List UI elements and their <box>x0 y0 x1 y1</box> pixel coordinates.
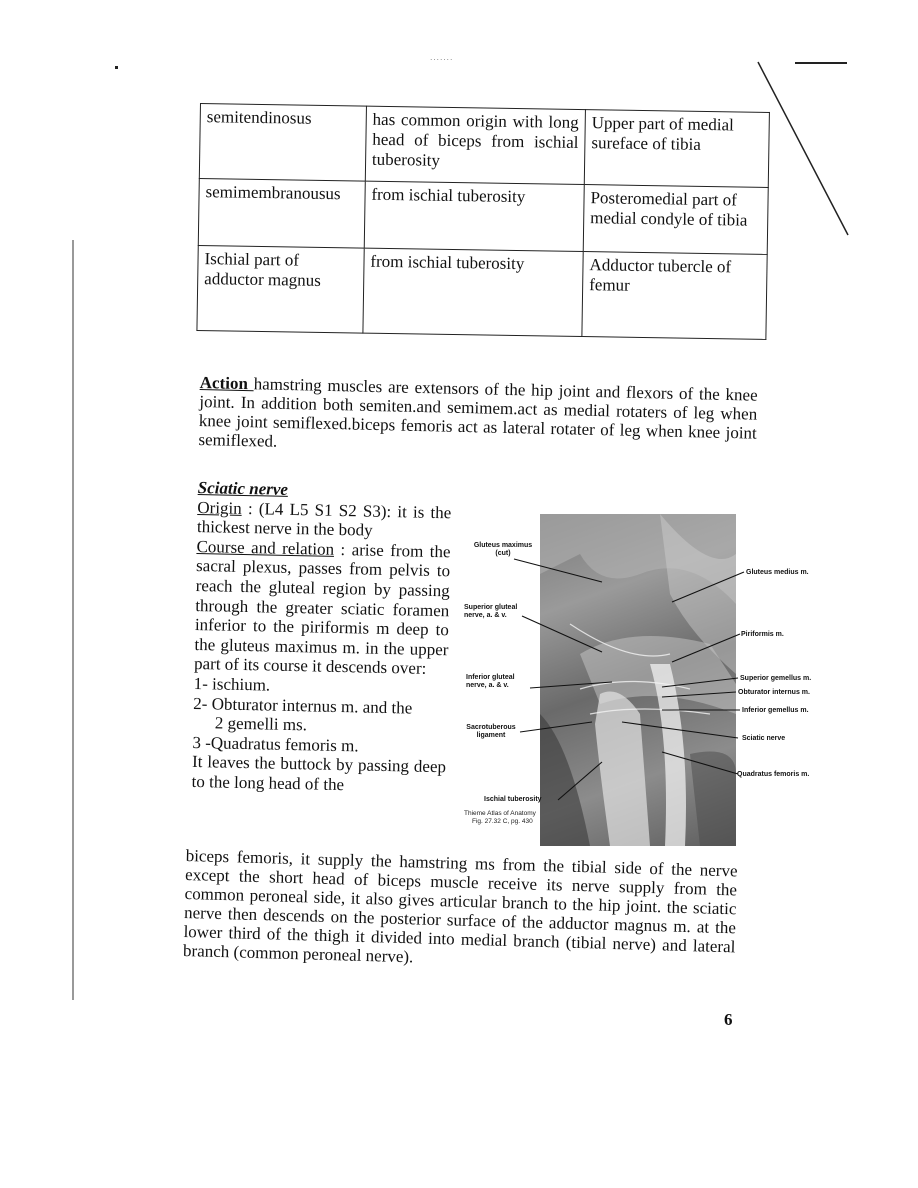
sciatic-section <box>191 478 452 797</box>
figure-credit <box>464 810 536 826</box>
course-label: Course and relation <box>196 536 335 559</box>
table-row <box>197 245 767 339</box>
table-row <box>198 178 768 254</box>
label-piriformis: Piriformis m. <box>741 631 784 638</box>
credit-line-1: Thieme Atlas of Anatomy <box>464 810 536 817</box>
label-sacrotuberous: Sacrotuberous ligament <box>466 724 516 739</box>
label-superior-gemellus: Superior gemellus m. <box>740 675 812 682</box>
origin-cell: from ischial tuberosity <box>363 248 583 336</box>
scan-smudge: ······· <box>430 56 454 64</box>
sciatic-heading: Sciatic nerve <box>197 478 289 499</box>
insertion-cell: Adductor tubercle of femur <box>582 252 767 340</box>
label-gluteus-medius: Gluteus medius m. <box>746 569 809 576</box>
muscle-cell: semimembranousus <box>198 178 365 248</box>
list-item: 3 -Quadratus femoris m. <box>192 732 359 756</box>
origin-label: Origin <box>197 497 242 518</box>
list-item: 1- ischium. <box>193 673 271 695</box>
origin-cell: from ischial tuberosity <box>364 181 584 251</box>
origin-text: : (L4 L5 S1 S2 S3): it is the thickest nerve in the body <box>196 498 452 540</box>
leaves-text: It leaves the buttock by passing deep to the long head of the <box>191 752 447 795</box>
origin-cell: has common origin with long head of biceps from ischial tuberosity <box>365 106 585 184</box>
hamstring-table <box>196 103 770 340</box>
page-number: 6 <box>724 1010 733 1029</box>
label-obturator-internus: Obturator internus m. <box>738 689 810 696</box>
scan-margin-line <box>72 240 74 1000</box>
list-item: 2 gemelli ms. <box>214 713 308 735</box>
label-ischial-tuberosity: Ischial tuberosity <box>484 796 542 803</box>
scan-diagonal-line <box>755 60 855 240</box>
sciatic-continuation: biceps femoris, it supply the hamstring ms from the tibial side of the nerve except the short head of biceps muscle receive its nerve supply from the common peroneal side, it also gives articular branch to the hip joint. the sciatic nerve then descends on the posterior surface of the adductor magnus m. at the lower third of the thigh it divided into medial branch (tibial nerve) and lateral branch (common peroneal nerve). <box>182 846 738 967</box>
label-superior-gluteal: Superior gluteal nerve, a. & v. <box>464 604 518 619</box>
label-inferior-gemellus: Inferior gemellus m. <box>742 707 809 714</box>
insertion-cell: Posteromedial part of medial condyle of tibia <box>583 185 768 255</box>
action-paragraph <box>198 373 758 462</box>
course-text: : arise from the sacral plexus, passes from pelvis to reach the gluteal region by passing through the greater sciatic foramen inferior to the piriformis m deep to the gluteus maximus m. in the upper part of its course it descends over: <box>193 539 451 679</box>
muscle-cell: semitendinosus <box>199 104 366 182</box>
table-row <box>199 104 769 188</box>
credit-line-2: Fig. 27.32 C, pg. 430 <box>472 818 533 825</box>
list-item: 2- Obturator internus m. and the <box>193 693 413 718</box>
insertion-cell: Upper part of medial sureface of tibia <box>584 110 769 188</box>
gluteal-region-figure <box>462 512 820 848</box>
label-sciatic-nerve: Sciatic nerve <box>742 735 786 742</box>
label-gluteus-maximus: Gluteus maximus (cut) <box>473 542 533 557</box>
action-heading: Action <box>199 373 254 394</box>
label-inferior-gluteal: Inferior gluteal nerve, a. & v. <box>466 674 515 689</box>
label-quadratus-femoris: Quadratus femoris m. <box>737 771 810 778</box>
muscle-cell: Ischial part of adductor magnus <box>197 245 364 333</box>
scan-dot <box>115 66 118 69</box>
action-text: hamstring muscles are extensors of the hip joint and flexors of the knee joint. In addition both semiten.and semimem.act as medial rotaters of leg when knee joint semiflexed.biceps femoris act as lateral rotater of leg when knee joint semiflexed. <box>198 374 758 451</box>
